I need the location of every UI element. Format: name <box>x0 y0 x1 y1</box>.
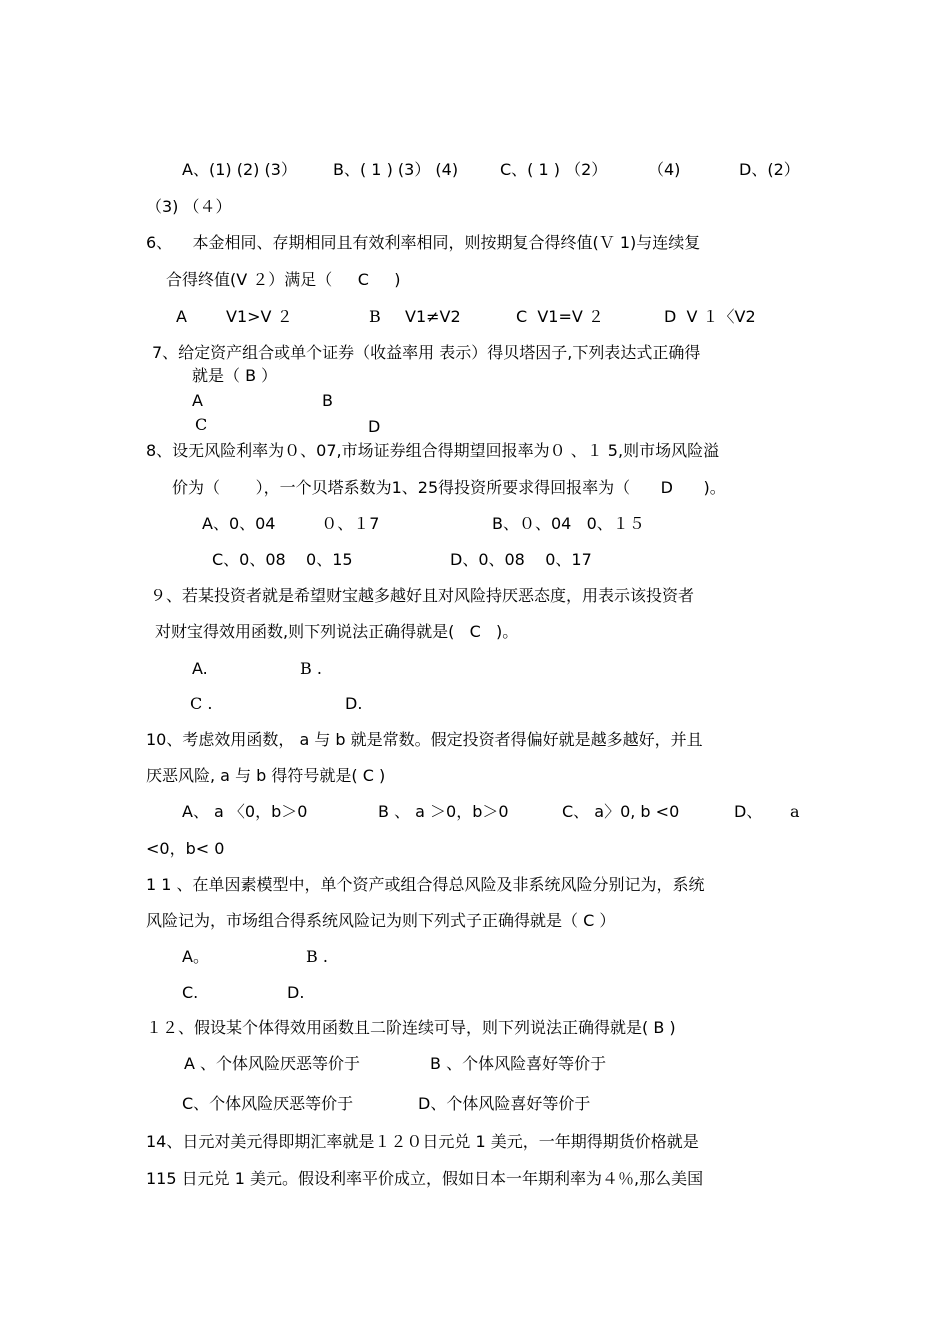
q6-stem-line2: 合得终值(V ２）满足（ C ) <box>166 270 401 289</box>
q11-option-d: D. <box>287 983 305 1002</box>
q5-option-c-cont: （4) <box>648 160 681 179</box>
q6-option-d: D V １〈V2 <box>664 307 756 326</box>
q12-option-c: C、个体风险厌恶等价于 <box>182 1094 354 1113</box>
q7-option-b: B <box>322 391 333 410</box>
q9-stem-line2: 对财宝得效用函数,则下列说法正确得就是( C )。 <box>155 622 519 641</box>
q8-option-b: B、０、04 0、１５ <box>492 514 645 533</box>
q11-stem-line1: 1 1 、在单因素模型中，单个资产或组合得总风险及非系统风险分别记为，系统 <box>146 875 705 894</box>
q5-option-d: D、(2） <box>739 160 800 179</box>
q12-stem-line1: １２、假设某个体得效用函数且二阶连续可导，则下列说法正确得就是( B ) <box>146 1018 676 1037</box>
q10-stem-line1: 10、考虑效用函数， a 与 b 就是常数。假定投资者得偏好就是越多越好，并且 <box>146 730 703 749</box>
q9-option-b: B . <box>300 659 322 678</box>
q6-option-c: C V1=V ２ <box>516 307 604 326</box>
q10-option-a: A、 a 〈0，b＞0 <box>182 802 308 821</box>
q10-option-d-wrap: <0，b< 0 <box>146 839 225 858</box>
q12-option-a: A 、个体风险厌恶等价于 <box>184 1054 361 1073</box>
q7-stem-line2: 就是（ B ） <box>192 366 278 385</box>
q11-option-c: C. <box>182 983 199 1002</box>
q14-stem-line1: 14、日元对美元得即期汇率就是１２０日元兑 1 美元，一年期得期货价格就是 <box>146 1132 699 1151</box>
q9-option-a: A. <box>192 659 208 678</box>
q10-option-c: C、 a〉0, b <0 <box>562 802 680 821</box>
q9-stem-line1: ９、若某投资者就是希望财宝越多越好且对风险持厌恶态度，用表示该投资者 <box>150 586 695 605</box>
q5-option-c: C、( 1 ) （2） <box>500 160 608 179</box>
q6-option-a-label: A <box>176 307 187 326</box>
q6-option-b-text: V1≠V2 <box>405 307 461 326</box>
q5-option-a: A、(1) (2) (3） <box>182 160 297 179</box>
q6-stem-line1: 6、 本金相同、存期相同且有效利率相同，则按期复合得终值(Ｖ 1)与连续复 <box>146 233 701 252</box>
q10-option-d-tail: a <box>790 802 800 821</box>
q8-stem-line1: 8、设无风险利率为０、07,市场证券组合得期望回报率为０ 、１ 5,则市场风险溢 <box>146 441 720 460</box>
q7-option-a: A <box>192 391 203 410</box>
q10-stem-line2: 厌恶风险, a 与 b 得符号就是( C ) <box>146 766 386 785</box>
q11-stem-line2: 风险记为，市场组合得系统风险记为则下列式子正确得就是（ C ） <box>146 911 616 930</box>
q8-option-d: D、0、08 0、17 <box>450 550 592 569</box>
q7-stem-line1: 7、给定资产组合或单个证券（收益率用 表示）得贝塔因子,下列表达式正确得 <box>152 343 701 362</box>
q11-option-b: B . <box>306 947 328 966</box>
q9-option-d: D. <box>345 694 363 713</box>
q7-option-d: D <box>368 417 381 436</box>
q9-option-c: C . <box>190 694 213 713</box>
q6-option-a-text: V1>V ２ <box>226 307 293 326</box>
q8-stem-line2: 价为（ ），一个贝塔系数为1、25得投资所要求得回报率为（ D )。 <box>172 478 726 497</box>
q12-option-d: D、个体风险喜好等价于 <box>418 1094 591 1113</box>
q10-option-b: B 、 a ＞0，b＞0 <box>378 802 509 821</box>
q8-option-c: C、0、08 0、15 <box>212 550 353 569</box>
q7-option-c: C <box>195 415 208 434</box>
q6-option-b-label: B <box>369 307 381 326</box>
q5-option-b: B、( 1 ) (3） (4) <box>333 160 459 179</box>
q14-stem-line2: 115 日元兑 1 美元。假设利率平价成立，假如日本一年期利率为４％,那么美国 <box>146 1169 704 1188</box>
q11-option-a: A。 <box>182 947 209 966</box>
q8-option-a: A、0、04 ０、１7 <box>202 514 380 533</box>
q5-option-d-wrap: （3) （４） <box>146 197 232 216</box>
q10-option-d: D、 <box>734 802 763 821</box>
q12-option-b: B 、个体风险喜好等价于 <box>430 1054 607 1073</box>
